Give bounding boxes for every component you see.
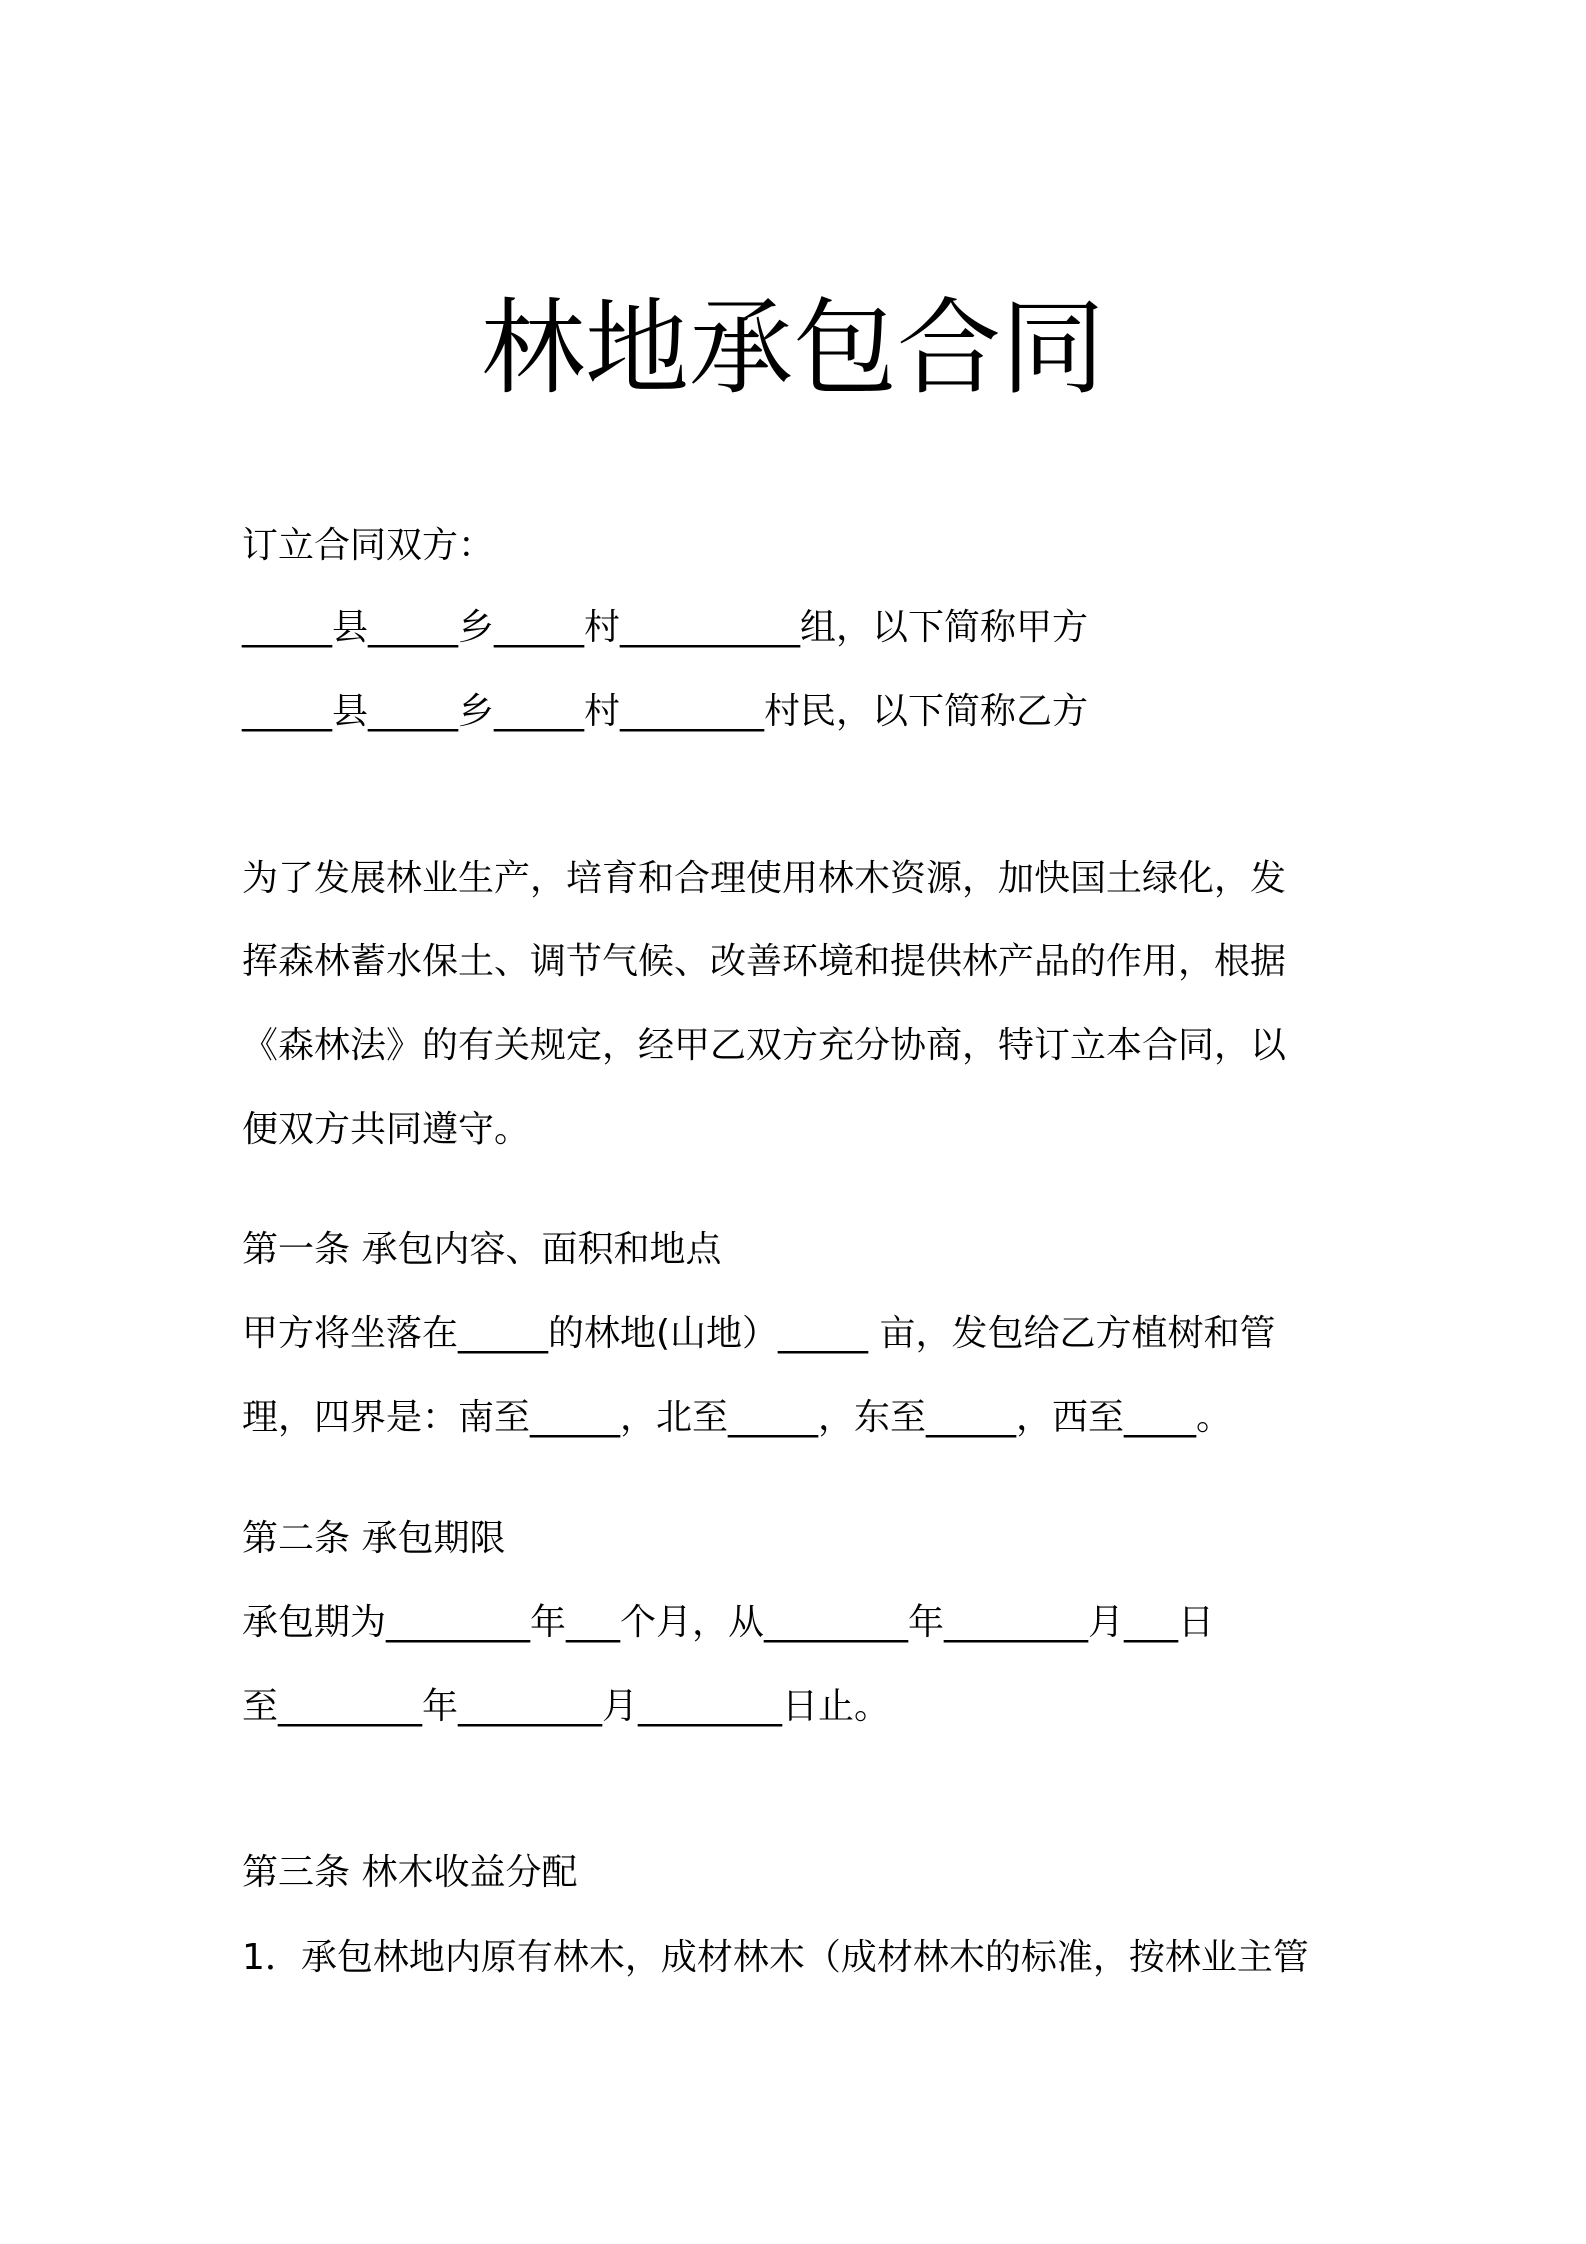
party-b-line: _____县_____乡_____村________村民，以下简称乙方 xyxy=(242,691,1089,732)
article-1-heading: 第一条 承包内容、面积和地点 xyxy=(242,1229,722,1270)
article-1-line: 甲方将坐落在_____的林地(山地）_____ 亩，发包给乙方植树和管 xyxy=(242,1313,1276,1354)
preamble-line: 挥森林蓄水保土、调节气候、改善环境和提供林产品的作用，根据 xyxy=(242,941,1287,982)
preamble-line: 《森林法》的有关规定，经甲乙双方充分协商，特订立本合同，以 xyxy=(242,1025,1287,1066)
article-2-heading: 第二条 承包期限 xyxy=(242,1518,506,1559)
parties-heading: 订立合同双方： xyxy=(242,525,495,566)
article-2-line: 承包期为________年___个月，从________年________月___日 xyxy=(242,1602,1215,1643)
preamble-line: 便双方共同遵守。 xyxy=(242,1109,531,1150)
preamble-line: 为了发展林业生产，培育和合理使用林木资源，加快国土绿化，发 xyxy=(242,858,1287,899)
article-3-heading: 第三条 林木收益分配 xyxy=(242,1852,578,1893)
party-a-line: _____县_____乡_____村__________组，以下简称甲方 xyxy=(242,607,1089,648)
article-2-line: 至________年________月________日止。 xyxy=(242,1686,891,1727)
article-3-line: 1．承包林地内原有林木，成材林木（成材林木的标准，按林业主管 xyxy=(242,1937,1309,1978)
article-1-line: 理，四界是：南至_____，北至_____，东至_____，西至____。 xyxy=(242,1397,1233,1438)
document-title: 林地承包合同 xyxy=(480,287,1105,409)
